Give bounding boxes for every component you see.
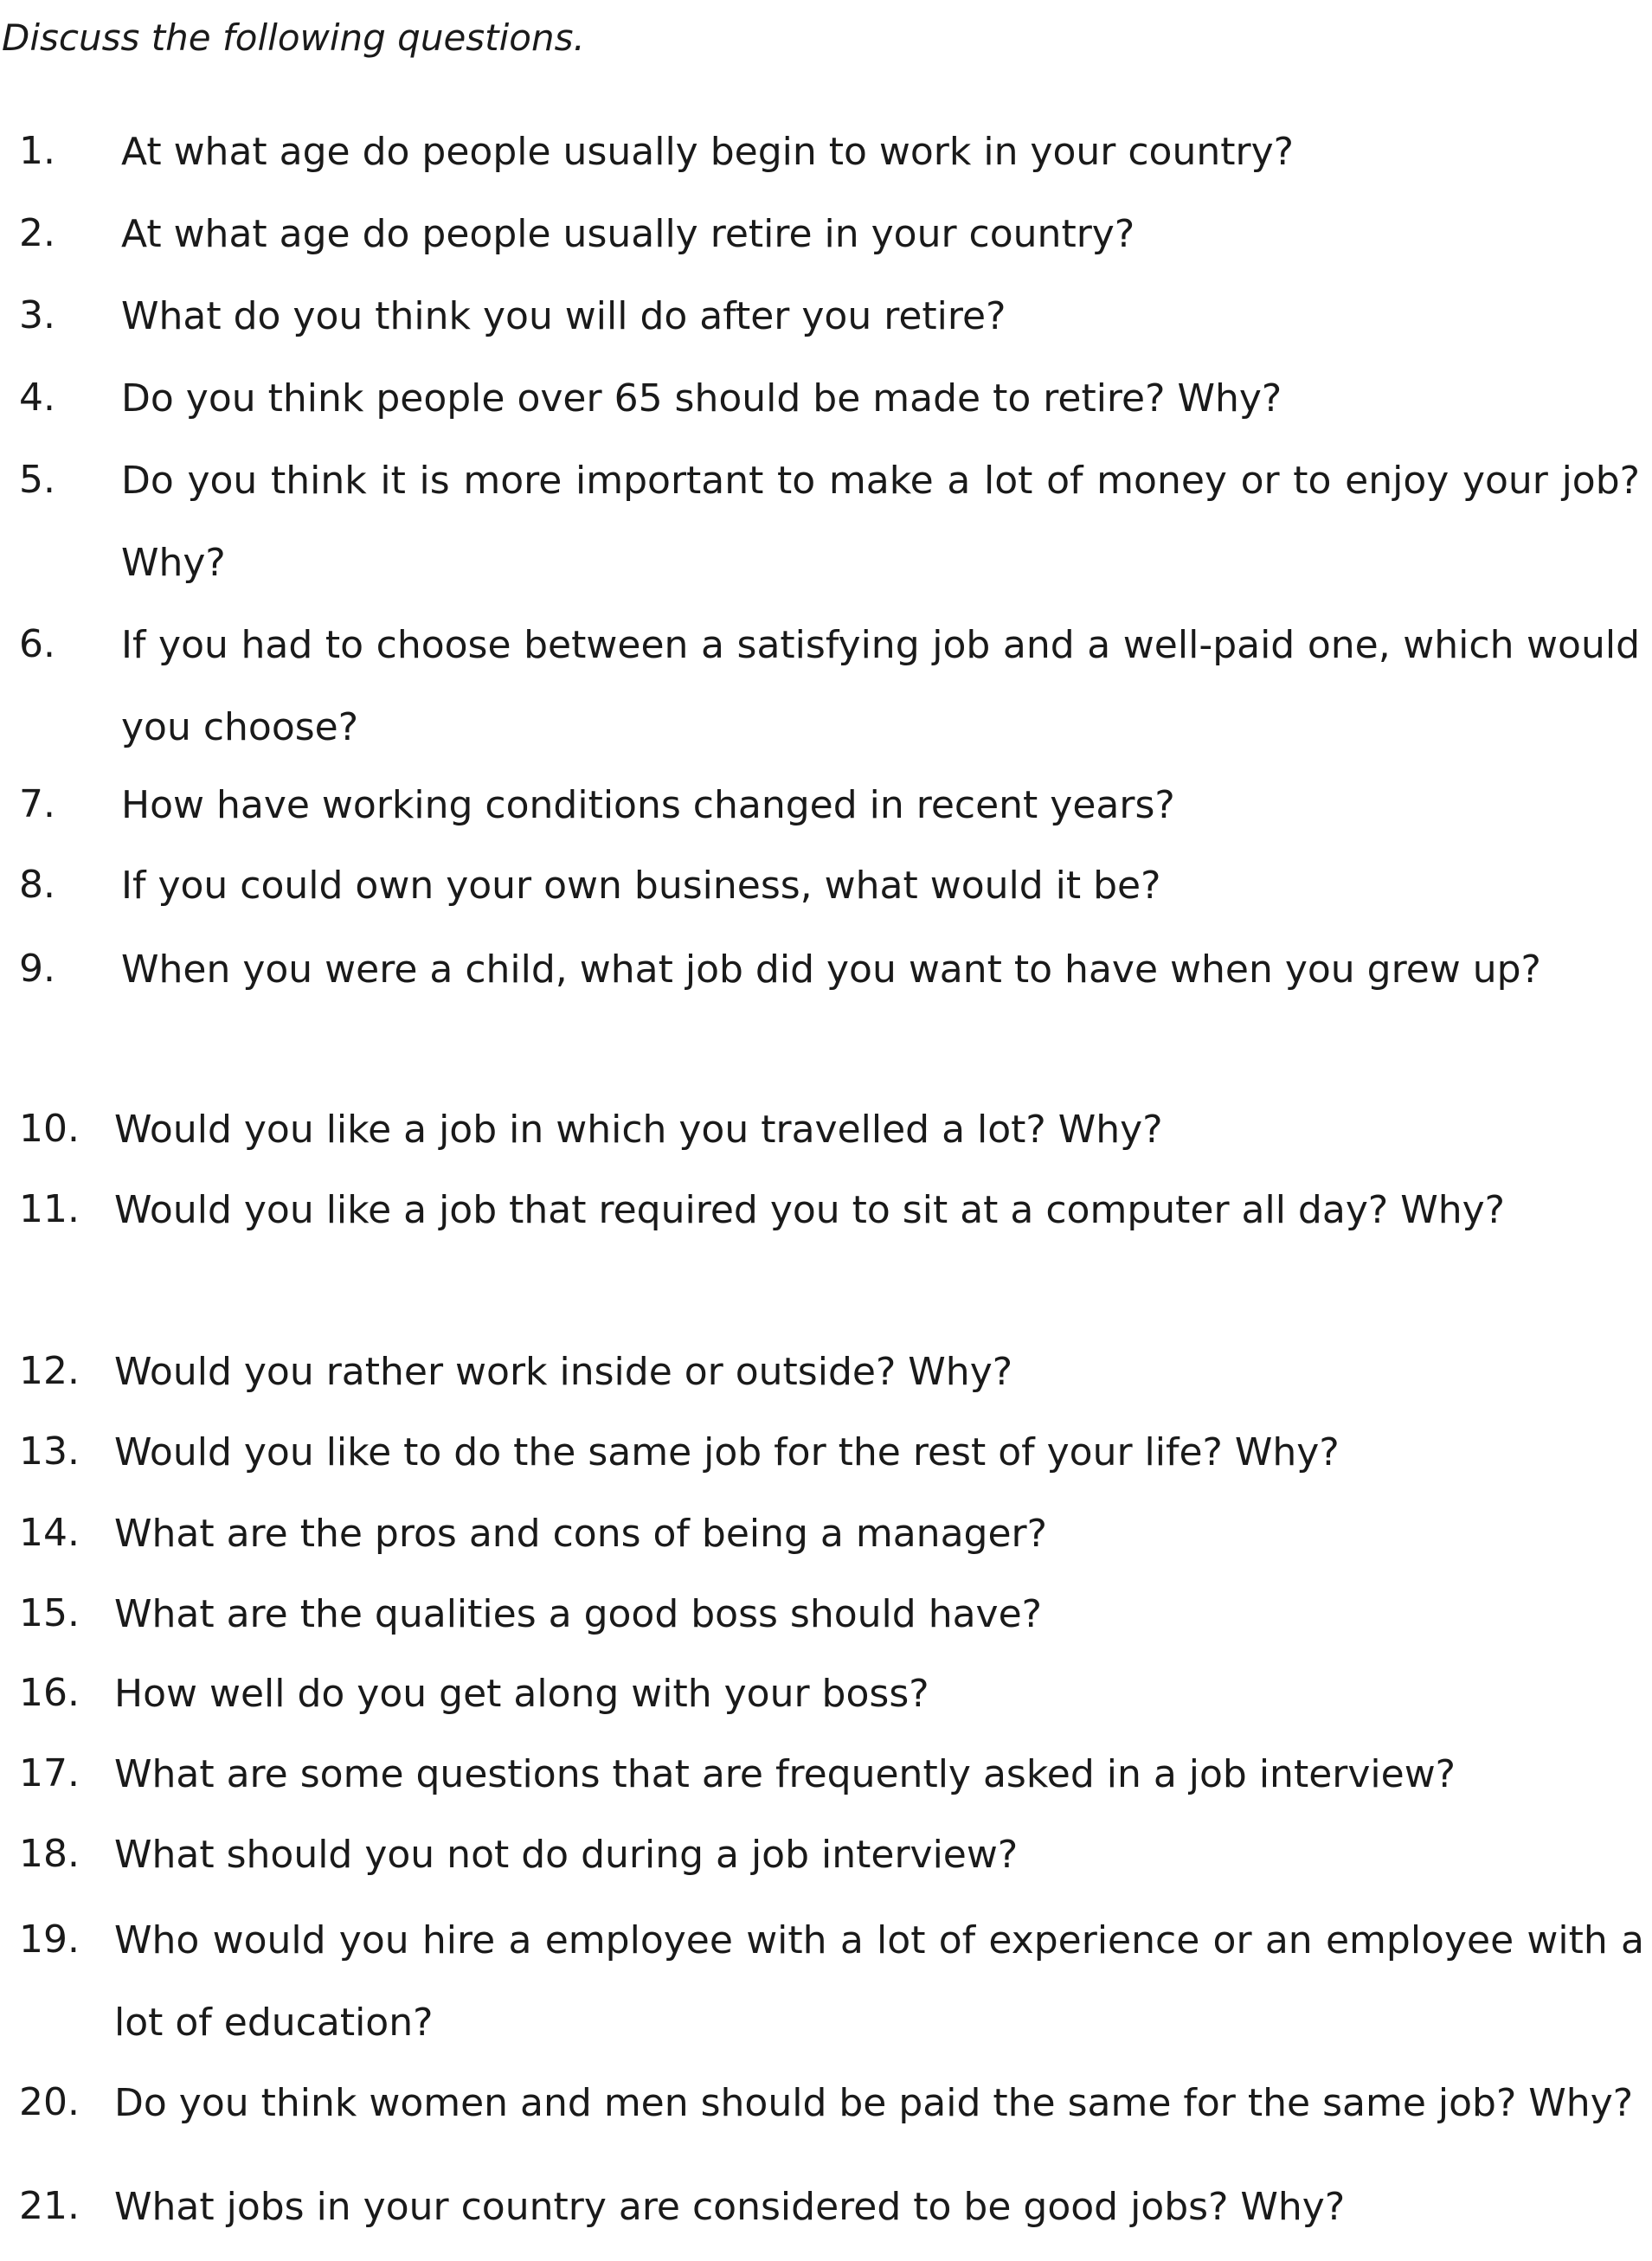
question-number: 2. xyxy=(19,211,55,255)
question-number: 15. xyxy=(19,1591,80,1635)
question-number: 12. xyxy=(19,1349,80,1393)
question-text: Do you think it is more important to make a lot of money or to enjoy your job? Why? xyxy=(121,459,1640,585)
question-number: 20. xyxy=(19,2080,80,2124)
question-number: 3. xyxy=(19,293,55,337)
question-number: 8. xyxy=(19,863,55,907)
question-text: Do you think people over 65 should be made to retire? Why? xyxy=(121,376,1282,421)
question-number: 19. xyxy=(19,1917,80,1962)
question-number: 16. xyxy=(19,1671,80,1715)
question-text: Do you think women and men should be paid the same for the same job? Why? xyxy=(114,2081,1634,2125)
question-number: 11. xyxy=(19,1187,80,1231)
question-number: 1. xyxy=(19,129,55,173)
question-text: What are the qualities a good boss should have? xyxy=(114,1592,1043,1636)
question-text: If you had to choose between a satisfying job and a well-paid one, which would you choose? xyxy=(121,623,1640,749)
question-text: How have working conditions changed in recent years? xyxy=(121,783,1175,827)
question-number: 14. xyxy=(19,1511,80,1555)
question-number: 13. xyxy=(19,1429,80,1474)
question-text: What should you not do during a job interview? xyxy=(114,1833,1019,1877)
question-text: At what age do people usually retire in your country? xyxy=(121,212,1135,256)
question-text: What are the pros and cons of being a manager? xyxy=(114,1512,1047,1556)
question-number: 10. xyxy=(19,1107,80,1151)
question-number: 6. xyxy=(19,622,55,666)
question-number: 5. xyxy=(19,458,55,502)
question-number: 9. xyxy=(19,947,55,991)
question-text: Would you rather work inside or outside? Why? xyxy=(114,1350,1013,1394)
question-number: 4. xyxy=(19,376,55,420)
question-text: When you were a child, what job did you want to have when you grew up? xyxy=(121,947,1541,992)
question-text: If you could own your own business, what would it be? xyxy=(121,864,1161,908)
question-number: 21. xyxy=(19,2184,80,2228)
question-text: What jobs in your country are considered to be good jobs? Why? xyxy=(114,2185,1346,2229)
question-text: At what age do people usually begin to work in your country? xyxy=(121,130,1294,174)
question-text: Would you like a job in which you travelled a lot? Why? xyxy=(114,1108,1163,1152)
question-number: 17. xyxy=(19,1751,80,1795)
question-number: 18. xyxy=(19,1832,80,1876)
question-text: How well do you get along with your boss? xyxy=(114,1672,929,1716)
question-text: Would you like to do the same job for the rest of your life? Why? xyxy=(114,1430,1340,1474)
question-text: What do you think you will do after you retire? xyxy=(121,294,1006,338)
question-number: 7. xyxy=(19,782,55,826)
question-text: Would you like a job that required you to sit at a computer all day? Why? xyxy=(114,1188,1505,1232)
instruction-text: Discuss the following questions. xyxy=(2,16,585,59)
question-text: What are some questions that are frequently asked in a job interview? xyxy=(114,1752,1456,1796)
question-text: Who would you hire a employee with a lot of experience or an employee with a lot of education? xyxy=(114,1918,1644,2045)
